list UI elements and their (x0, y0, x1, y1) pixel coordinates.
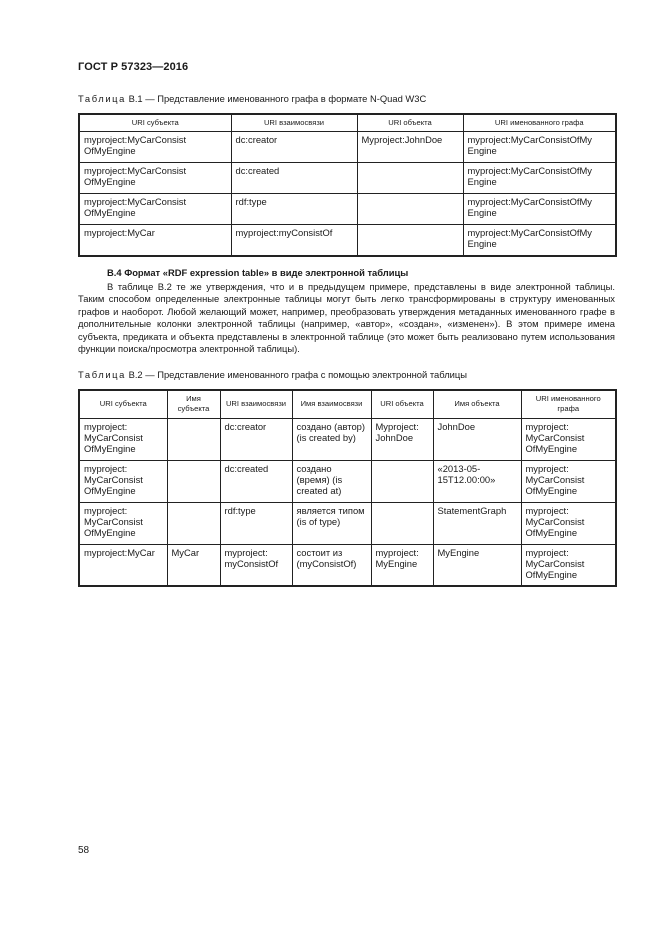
table2-cell: создано (автор) (is created by) (292, 418, 371, 460)
table2-cell: MyEngine (433, 544, 521, 586)
table2-cell: является типом (is of type) (292, 502, 371, 544)
table2-cell: myproject:MyCar (79, 544, 167, 586)
table1-cell: dc:created (231, 163, 357, 194)
table2-cell: JohnDoe (433, 418, 521, 460)
table1-header-cell: URI субъекта (79, 114, 231, 132)
table2-caption-prefix: Таблица (78, 369, 126, 380)
table1-header-cell: URI именованного графа (463, 114, 616, 132)
table2-header-cell: URI субъекта (79, 390, 167, 418)
table2-header-row (79, 390, 616, 418)
table1-cell: Myproject:JohnDoe (357, 132, 463, 163)
table2-cell: myproject: MyCarConsist OfMyEngine (521, 418, 616, 460)
section-title: B.4 Формат «RDF expression table» в виде электронной таблицы (107, 267, 409, 278)
table1-cell (357, 194, 463, 225)
table2-caption (78, 369, 467, 380)
table2-caption-text: B.2 — Представление именованного графа с помощью электронной таблицы (125, 369, 468, 380)
table1-header-row (79, 114, 616, 132)
table1-cell: myproject:MyCar (79, 225, 231, 256)
table1-header-cell: URI объекта (357, 114, 463, 132)
table-row (79, 544, 616, 586)
table2-cell: myproject: MyCarConsist OfMyEngine (79, 418, 167, 460)
table-row (79, 132, 616, 163)
table1-cell: rdf:type (231, 194, 357, 225)
section-paragraph: В таблице B.2 те же утверждения, что и в предыдущем примере, представлены в виде электронной таблицы. Таким способом определенные электронные таблицы могут быть легко трансформированы в структуру именованных графов и наоборот. Любой желающий может, например, преобразовать утверждения метаданных именованного графе в дополнительные колонки электронной таблицы (например, «автор», «создан», «изменен»). В этом примере имена субъекта, предиката и объекта представлены в электронной таблице (это может быть реализовано путем использования функции поиска/просмотра электронной таблицы). (78, 281, 615, 355)
page-number: 58 (78, 845, 90, 856)
table1-cell: myproject:MyCarConsistOfMy Engine (463, 225, 616, 256)
table2-cell: Myproject: JohnDoe (371, 418, 433, 460)
table1-caption (78, 93, 426, 104)
table2-cell: «2013-05-15T12.00:00» (433, 460, 521, 502)
table2-header-cell: Имя субъекта (167, 390, 220, 418)
table2-header-cell: Имя объекта (433, 390, 521, 418)
table1-cell (357, 225, 463, 256)
table2-cell: myproject: MyEngine (371, 544, 433, 586)
table2-cell: myproject: MyCarConsist OfMyEngine (521, 460, 616, 502)
table2-cell: StatementGraph (433, 502, 521, 544)
table1-cell: myproject:MyCarConsist OfMyEngine (79, 163, 231, 194)
table-row (79, 460, 616, 502)
table-row (79, 502, 616, 544)
table2-cell: MyCar (167, 544, 220, 586)
table-row (79, 194, 616, 225)
table1-caption-prefix: Таблица (78, 93, 126, 104)
table2-cell: создано (время) (is created at) (292, 460, 371, 502)
table2-cell: myproject: MyCarConsist OfMyEngine (79, 460, 167, 502)
table-row (79, 418, 616, 460)
table1-caption-text: B.1 — Представление именованного графа в формате N-Quad W3C (125, 93, 427, 104)
table1-cell: myproject:MyCarConsistOfMy Engine (463, 194, 616, 225)
table1-cell: myproject:myConsistOf (231, 225, 357, 256)
table2-cell: myproject: MyCarConsist OfMyEngine (521, 502, 616, 544)
table2-header-cell: URI объекта (371, 390, 433, 418)
table1-cell: dc:creator (231, 132, 357, 163)
table2-cell: dc:creator (220, 418, 292, 460)
table2-cell (371, 460, 433, 502)
table1-cell (357, 163, 463, 194)
table2-cell (167, 502, 220, 544)
table1-cell: myproject:MyCarConsist OfMyEngine (79, 132, 231, 163)
table2-cell: состоит из (myConsistOf) (292, 544, 371, 586)
table2-cell: myproject: MyCarConsist OfMyEngine (521, 544, 616, 586)
table2-cell: dc:created (220, 460, 292, 502)
table1 (78, 113, 617, 257)
table2-header-cell: URI именованного графа (521, 390, 616, 418)
table2-cell: myproject: MyCarConsist OfMyEngine (79, 502, 167, 544)
table2-cell (167, 418, 220, 460)
document-header: ГОСТ Р 57323—2016 (78, 61, 189, 73)
table2-cell: myproject: myConsistOf (220, 544, 292, 586)
table1-cell: myproject:MyCarConsistOfMy Engine (463, 163, 616, 194)
table-row (79, 225, 616, 256)
table2-cell: rdf:type (220, 502, 292, 544)
table2-header-cell: Имя взаимосвязи (292, 390, 371, 418)
table2-cell (371, 502, 433, 544)
table-row (79, 163, 616, 194)
table2-cell (167, 460, 220, 502)
table2 (78, 389, 617, 587)
table1-cell: myproject:MyCarConsistOfMy Engine (463, 132, 616, 163)
table1-header-cell: URI взаимосвязи (231, 114, 357, 132)
table1-cell: myproject:MyCarConsist OfMyEngine (79, 194, 231, 225)
table2-header-cell: URI взаимосвязи (220, 390, 292, 418)
